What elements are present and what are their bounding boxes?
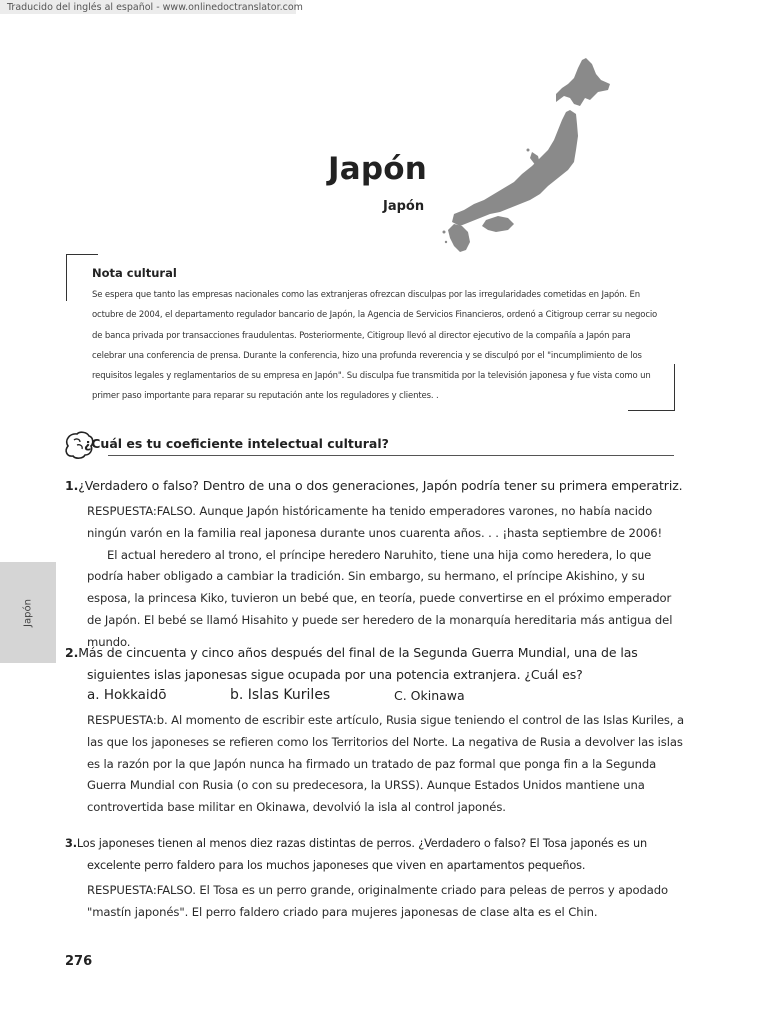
option-c: C. Okinawa: [394, 688, 465, 703]
question-3-text-line-2: excelente perro faldero para los muchos japoneses que viven en apartamentos pequeños.: [87, 859, 586, 872]
quiz-divider: [108, 455, 674, 456]
option-a: a. Hokkaidō: [87, 687, 167, 703]
question-2-text-line-1: 2.Más de cincuenta y cinco años después del final de la Segunda Guerra Mundial, una de las: [65, 645, 638, 660]
japan-map-icon: [440, 54, 615, 254]
chapter-side-tab-label: Japón: [22, 598, 34, 627]
question-1-answer-continued: El actual heredero al trono, el príncipe heredero Naruhito, tiene una hija como heredera, lo que podría haber obligado a cambiar la tradición. Sin embargo, su hermano, el príncipe Akishino, y su esposa, la princesa Kiko, tuvieron un bebé que, en teoría, puede convertirse en el próximo emperador de Japón. El bebé se llamó Hisahito y puede ser heredero de la monarquía hereditaria más antigua del mundo.: [87, 547, 673, 649]
cultural-note-heading: Nota cultural: [92, 266, 177, 280]
translator-banner[interactable]: [0, 0, 303, 14]
page-number: 276: [65, 954, 93, 969]
question-1-text: 1.¿Verdadero o falso? Dentro de una o dos generaciones, Japón podría tener su primera emperatriz.: [65, 478, 683, 493]
question-1-answer: RESPUESTA:FALSO. Aunque Japón históricamente ha tenido emperadores varones, no había nacido ningún varón en la familia real japonesa durante unos cuarenta años. . . ¡hasta septiembre de 2006!: [87, 504, 663, 540]
page-title: Japón: [328, 151, 428, 187]
chapter-side-tab: [0, 562, 56, 663]
question-3: [65, 833, 685, 924]
cultural-note-body: Se espera que tanto las empresas nacionales como las extranjeras ofrezcan disculpas por las irregularidades cometidas en Japón. En octubre de 2004, el departamento regulador bancario de Japón, la Agencia de Servicios Financieros, ordenó a Citigroup cerrar su negocio de banca privada por transacciones fraudulentas. Posteriormente, Citigroup llevó al director ejecutivo de la compañía a Japón para celebrar una conferencia de prensa. Durante la conferencia, hizo una profunda reverencia y se disculpó por el "incumplimiento de los requisitos legales y reglamentarios de su empresa en Japón". Su disculpa fue transmitida por la televisión japonesa y fue vista como un primer paso importante para reparar su reputación ante los reguladores y clientes. .: [92, 290, 658, 402]
page-subtitle: Japón: [383, 199, 425, 214]
question-3-number: 3.: [65, 837, 77, 850]
question-2-text-line-2: siguientes islas japonesas sigue ocupada por una potencia extranjera. ¿Cuál es?: [87, 667, 583, 682]
question-3-answer: RESPUESTA:FALSO. El Tosa es un perro grande, originalmente criado para peleas de perros y apodado "mastín japonés". El perro faldero criado para mujeres japonesas de clase alta es el Chin.: [87, 883, 669, 919]
option-b: b. Islas Kuriles: [230, 687, 331, 703]
question-1-number: 1.: [65, 478, 79, 493]
question-3-text-line-1: 3.Los japoneses tienen al menos diez razas distintas de perros. ¿Verdadero o falso? El Tosa japonés es un: [65, 837, 647, 850]
question-2: [65, 642, 685, 819]
question-2-options: [65, 687, 685, 709]
translator-banner-link[interactable]: Traducido del inglés al español - www.onlinedoctranslator.com: [7, 1, 303, 13]
quiz-title: ¿Cuál es tu coeficiente intelectual cultural?: [84, 436, 389, 451]
question-2-answer: RESPUESTA:b. Al momento de escribir este artículo, Rusia sigue teniendo el control de las Islas Kuriles, a las que los japoneses se refieren como los Territorios del Norte. La negativa de Rusia a devolver las islas es la razón por la que Japón nunca ha firmado un tratado de paz formal que ponga fin a la Segunda Guerra Mundial con Rusia (o con su predecesora, la URSS). Aunque Estados Unidos mantiene una controvertida base militar en Okinawa, devolvió la isla al control japonés.: [87, 713, 684, 815]
question-1: [65, 475, 685, 654]
question-2-number: 2.: [65, 645, 79, 660]
